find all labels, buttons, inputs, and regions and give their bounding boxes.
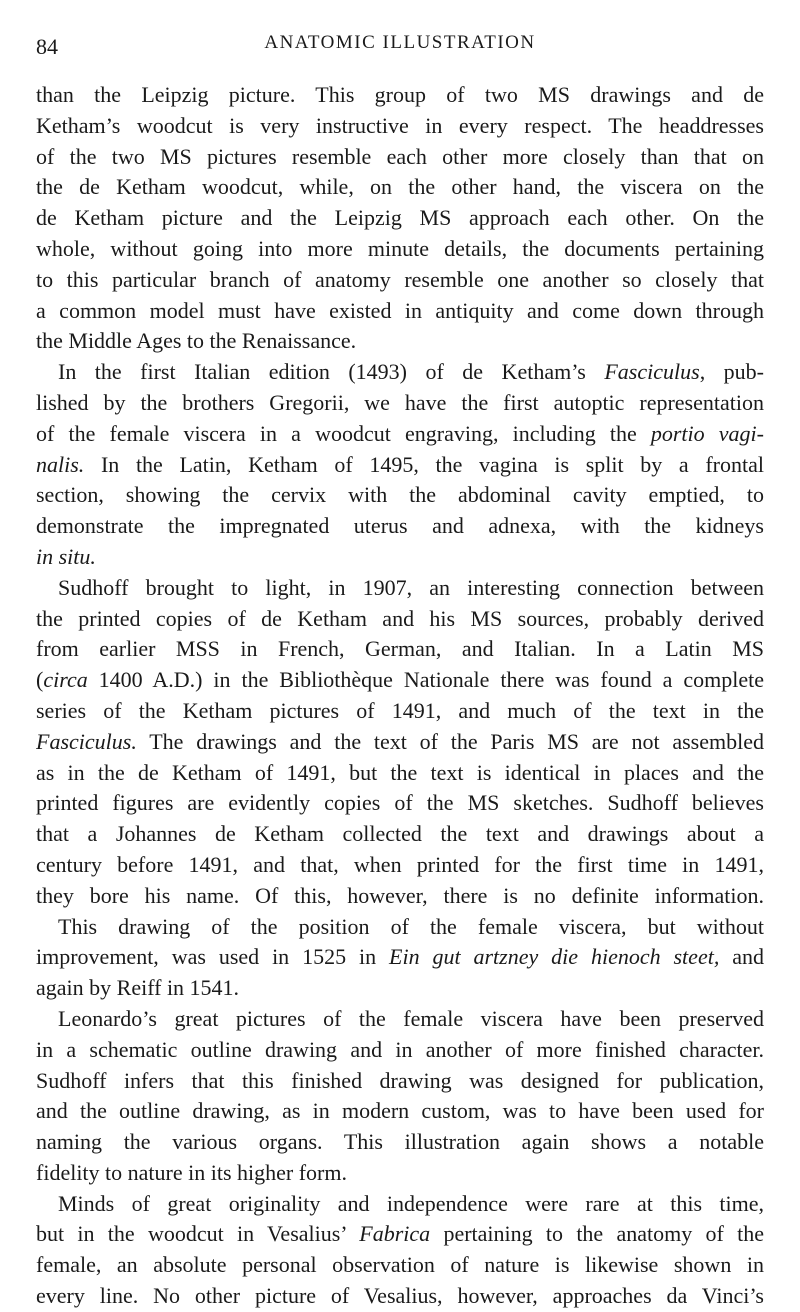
text-line: from earlier MSS in French, German, and Italian. In a Latin MS <box>36 636 764 662</box>
text-line: demonstrate the impregnated uterus and adnexa, with the kidneys <box>36 513 764 539</box>
text-line: Leonardo’s great pictures of the female viscera have been preserved <box>58 1005 764 1031</box>
text-line: again by Reiff in 1541. <box>36 975 240 1001</box>
text-line: of the two MS pictures resemble each other more closely than that on <box>36 143 764 169</box>
page-number: 84 <box>36 34 58 59</box>
text-line: section, showing the cervix with the abdominal cavity emptied, to <box>36 482 764 508</box>
text-line: but in the woodcut in Vesalius’ Fabrica pertaining to the anatomy of the <box>36 1221 764 1247</box>
text-line: lished by the brothers Gregorii, we have the first autoptic representation <box>36 389 764 415</box>
text-line: female, an absolute personal observation of nature is likewise shown in <box>36 1252 764 1278</box>
text-line: de Ketham picture and the Leipzig MS approach each other. On the <box>36 205 764 231</box>
text-line: in a schematic outline drawing and in another of more finished character. <box>36 1036 764 1062</box>
text-line: whole, without going into more minute details, the documents pertaining <box>36 235 764 261</box>
running-title: ANATOMIC ILLUSTRATION <box>264 32 536 53</box>
text-line: Minds of great originality and independence were rare at this time, <box>58 1190 764 1216</box>
text-line: In the first Italian edition (1493) of de Ketham’s Fasciculus, pub- <box>58 359 764 385</box>
text-line: of the female viscera in a woodcut engraving, including the portio vagi- <box>36 420 764 446</box>
text-line: the Middle Ages to the Renaissance. <box>36 328 357 354</box>
text-line: printed figures are evidently copies of the MS sketches. Sudhoff believes <box>36 790 764 816</box>
body-text <box>36 80 764 1312</box>
text-line: fidelity to nature in its higher form. <box>36 1159 347 1185</box>
text-line: series of the Ketham pictures of 1491, and much of the text in the <box>36 697 764 723</box>
text-line: Sudhoff brought to light, in 1907, an interesting connection between <box>58 574 764 600</box>
text-line: century before 1491, and that, when printed for the first time in 1491, <box>36 851 764 877</box>
text-line: naming the various organs. This illustration again shows a notable <box>36 1129 764 1155</box>
text-line: than the Leipzig picture. This group of two MS drawings and de <box>36 82 764 107</box>
text-line: and the outline drawing, as in modern custom, was to have been used for <box>36 1098 764 1124</box>
text-line: as in the de Ketham of 1491, but the text is identical in places and the <box>36 759 764 785</box>
text-line: Fasciculus. The drawings and the text of the Paris MS are not assembled <box>36 728 764 754</box>
text-line: Ketham’s woodcut is very instructive in every respect. The headdresses <box>36 112 764 138</box>
text-line: the printed copies of de Ketham and his MS sources, probably derived <box>36 605 764 631</box>
text-line: improvement, was used in 1525 in Ein gut artzney die hienoch steet, and <box>36 944 764 970</box>
text-line: to this particular branch of anatomy resemble one another so closely that <box>36 266 764 292</box>
text-line: (circa 1400 A.D.) in the Bibliothèque Nationale there was found a complete <box>36 667 764 693</box>
text-line: the de Ketham woodcut, while, on the other hand, the viscera on the <box>36 174 764 200</box>
text-line: that a Johannes de Ketham collected the text and drawings about a <box>36 821 764 847</box>
page-header <box>36 28 764 62</box>
text-line: a common model must have existed in antiquity and come down through <box>36 297 764 323</box>
text-line: in situ. <box>36 543 96 569</box>
text-line: Sudhoff infers that this finished drawing was designed for publication, <box>36 1067 764 1093</box>
text-line: This drawing of the position of the female viscera, but without <box>58 913 764 939</box>
text-line: nalis. In the Latin, Ketham of 1495, the vagina is split by a frontal <box>36 451 764 477</box>
text-line: every line. No other picture of Vesalius, however, approaches da Vinci’s <box>36 1283 764 1309</box>
text-line: they bore his name. Of this, however, there is no definite information. <box>36 882 764 908</box>
